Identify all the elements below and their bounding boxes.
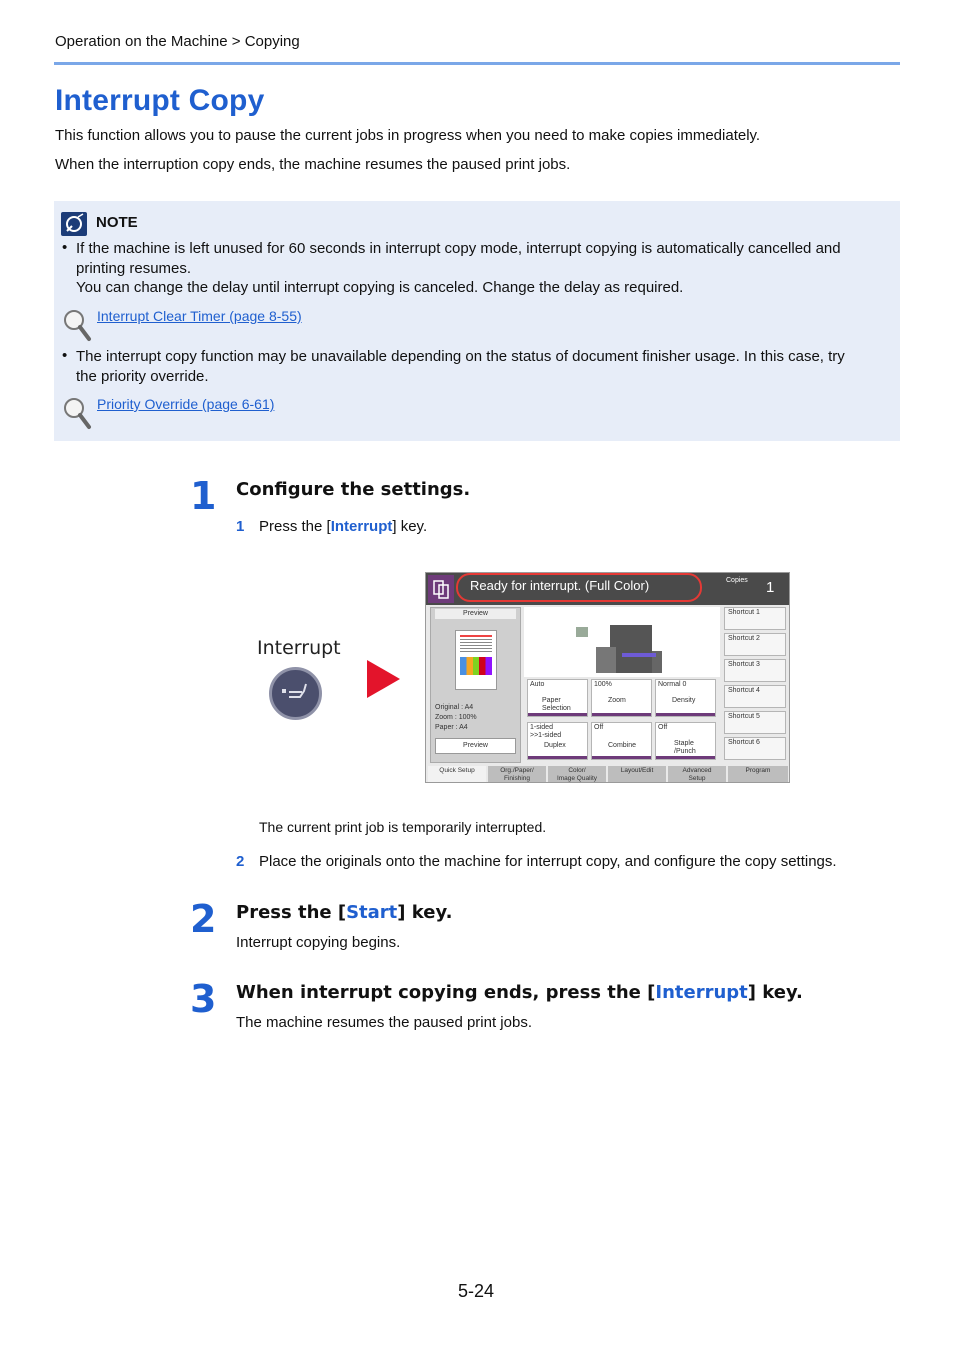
header-rule: [54, 62, 900, 65]
preview-button[interactable]: Preview: [435, 738, 516, 754]
arrow-right-icon: [367, 660, 400, 698]
step-2-number: 2: [190, 897, 217, 941]
step-1-caption: The current print job is temporarily interrupted.: [259, 819, 547, 835]
tab-layout-edit[interactable]: Layout/Edit: [608, 766, 666, 783]
interrupt-icon: [272, 670, 319, 717]
magnifier-icon: [62, 308, 92, 342]
step-3-number: 3: [190, 977, 217, 1021]
note-item-1-line-1: If the machine is left unused for 60 seconds in interrupt copy mode, interrupt copying is automatically cancelled and: [76, 240, 841, 257]
note-item-1: [76, 239, 896, 298]
priority-override-link[interactable]: Priority Override (page 6-61): [97, 396, 275, 412]
touch-panel-illustration: [425, 572, 790, 783]
machine-image: [524, 607, 720, 677]
interrupt-key-ref: Interrupt: [655, 982, 748, 1003]
tile-paper-selection[interactable]: Auto Paper Selection: [527, 679, 588, 717]
interrupt-key-label: Interrupt: [257, 637, 341, 659]
preview-heading: Preview: [435, 609, 516, 619]
step-1-title: Configure the settings.: [236, 479, 471, 500]
substep-2-number: 2: [236, 853, 245, 870]
tile-duplex[interactable]: 1-sided >>1-sided Duplex: [527, 722, 588, 760]
note-item-2: [76, 347, 896, 386]
step-1-number: 1: [190, 474, 217, 518]
note-item-2-line-2: the priority override.: [76, 367, 209, 385]
home-icon[interactable]: [428, 575, 454, 603]
copies-label: Copies: [726, 577, 748, 584]
note-icon: [61, 212, 87, 236]
substep-1-number: 1: [236, 518, 245, 535]
shortcut-1[interactable]: Shortcut 1: [724, 607, 786, 630]
note-bullet: •: [62, 347, 68, 364]
note-item-2-line-1: The interrupt copy function may be unavailable depending on the status of document finisher usage. In this case, try: [76, 348, 845, 365]
magnifier-icon: [62, 396, 92, 430]
info-paper: Paper : A4: [435, 724, 468, 731]
tab-quick-setup[interactable]: Quick Setup: [428, 766, 486, 783]
note-label: NOTE: [96, 214, 138, 231]
interrupt-key-button[interactable]: [269, 667, 322, 720]
shortcut-5[interactable]: Shortcut 5: [724, 711, 786, 734]
info-zoom: Zoom : 100%: [435, 714, 477, 721]
shortcut-2[interactable]: Shortcut 2: [724, 633, 786, 656]
tile-combine[interactable]: Off Combine: [591, 722, 652, 760]
preview-page: [455, 630, 497, 690]
breadcrumb: Operation on the Machine > Copying: [55, 33, 300, 50]
shortcut-3[interactable]: Shortcut 3: [724, 659, 786, 682]
tile-density[interactable]: Normal 0 Density: [655, 679, 716, 717]
status-message: Ready for interrupt. (Full Color): [470, 578, 650, 593]
note-bullet: •: [62, 239, 68, 256]
note-item-1-line-2: printing resumes.: [76, 259, 192, 277]
interrupt-key-ref: Interrupt: [330, 518, 393, 535]
tile-zoom[interactable]: 100% Zoom: [591, 679, 652, 717]
tab-org-paper-finishing[interactable]: Org./Paper/ Finishing: [488, 766, 546, 783]
intro-paragraph-2: When the interruption copy ends, the machine resumes the paused print jobs.: [55, 156, 571, 173]
step-2-title: Press the [Start] key.: [236, 902, 453, 923]
preview-pane: [430, 607, 521, 763]
info-original: Original : A4: [435, 704, 474, 711]
shortcut-6[interactable]: Shortcut 6: [724, 737, 786, 760]
page-title: Interrupt Copy: [55, 84, 265, 117]
tab-color-image-quality[interactable]: Color/ Image Quality: [548, 766, 606, 783]
tab-advanced-setup[interactable]: Advanced Setup: [668, 766, 726, 783]
intro-paragraph-1: This function allows you to pause the current jobs in progress when you need to make copies immediately.: [55, 127, 761, 144]
copies-value: 1: [766, 579, 775, 596]
page-number: 5-24: [458, 1281, 495, 1301]
step-3-title: When interrupt copying ends, press the [Interrupt] key.: [236, 982, 803, 1003]
substep-1-text: Press the [Interrupt] key.: [259, 518, 428, 535]
interrupt-clear-timer-link[interactable]: Interrupt Clear Timer (page 8-55): [97, 308, 302, 324]
step-3-body: The machine resumes the paused print jobs.: [236, 1014, 532, 1031]
shortcut-4[interactable]: Shortcut 4: [724, 685, 786, 708]
start-key-ref: Start: [346, 902, 398, 923]
note-item-1-line-3: You can change the delay until interrupt copying is canceled. Change the delay as required.: [76, 279, 684, 296]
step-2-body: Interrupt copying begins.: [236, 934, 401, 951]
tab-program[interactable]: Program: [728, 766, 788, 783]
tile-staple-punch[interactable]: Off Staple /Punch: [655, 722, 716, 760]
substep-2-text: Place the originals onto the machine for interrupt copy, and configure the copy settings.: [259, 853, 837, 870]
